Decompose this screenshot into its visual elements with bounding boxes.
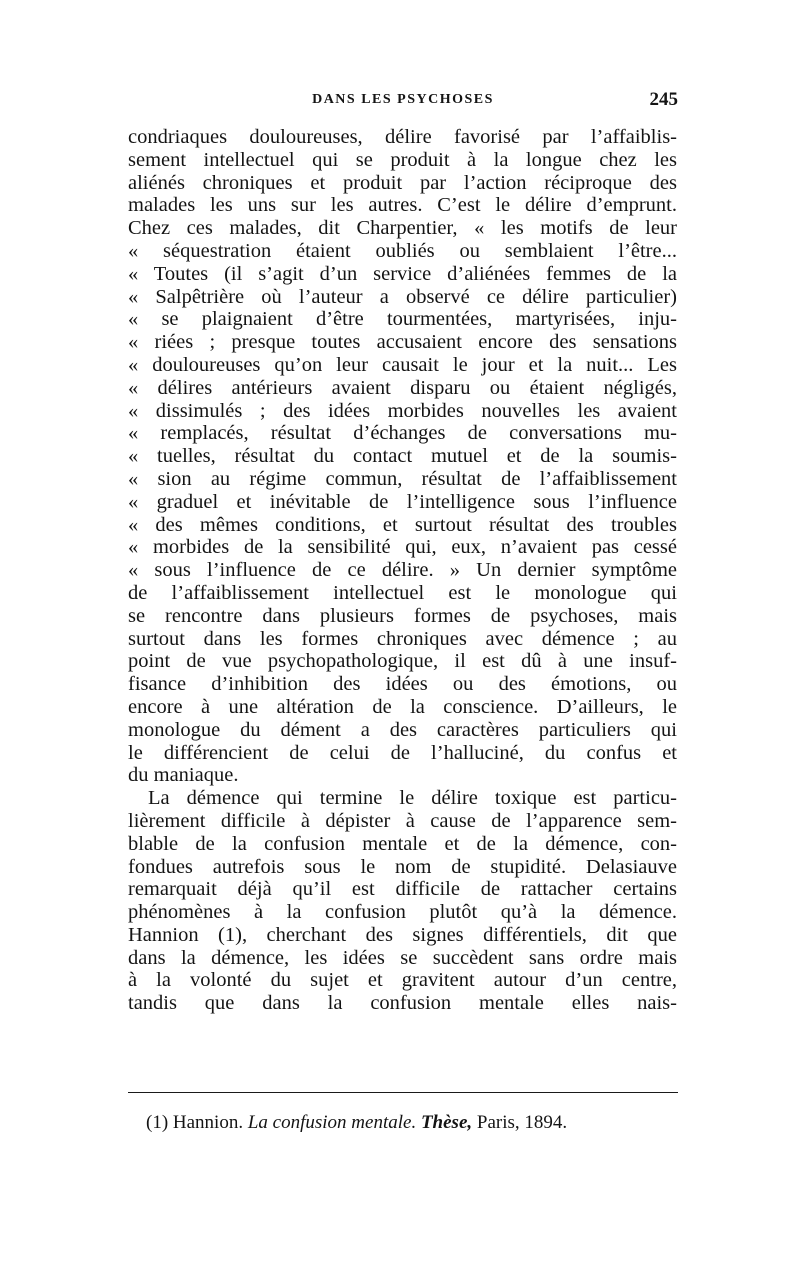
text-line: lièrement difficile à dépister à cause de l’apparence sem- bbox=[128, 809, 677, 832]
text-line: « séquestration étaient oubliés ou semblaient l’être... bbox=[128, 239, 677, 262]
text-line: surtout dans les formes chroniques avec démence ; au bbox=[128, 627, 677, 650]
footnote bbox=[146, 1112, 567, 1134]
footnote-place-date: Paris, 1894. bbox=[476, 1112, 568, 1133]
footnote-title: La confusion mentale. bbox=[247, 1112, 417, 1133]
text-line: encore à une altération de la conscience. D’ailleurs, le bbox=[128, 695, 677, 718]
text-line: fondues autrefois sous le nom de stupidité. Delasiauve bbox=[128, 855, 677, 878]
text-line: « dissimulés ; des idées morbides nouvelles les avaient bbox=[128, 399, 677, 422]
text-line: dans la démence, les idées se succèdent sans ordre mais bbox=[128, 946, 677, 969]
text-line: « Toutes (il s’agit d’un service d’aliénées femmes de la bbox=[128, 262, 677, 285]
text-line: sement intellectuel qui se produit à la longue chez les bbox=[128, 148, 677, 171]
page-number: 245 bbox=[649, 89, 678, 110]
text-line: « des mêmes conditions, et surtout résultat des troubles bbox=[128, 513, 677, 536]
text-line: malades les uns sur les autres. C’est le délire d’emprunt. bbox=[128, 194, 677, 217]
text-line: « Salpêtrière où l’auteur a observé ce délire particulier) bbox=[128, 285, 677, 308]
text-line: à la volonté du sujet et gravitent autour d’un centre, bbox=[128, 969, 677, 992]
text-line: « remplacés, résultat d’échanges de conversations mu- bbox=[128, 422, 677, 445]
body-text bbox=[128, 126, 677, 1015]
text-line: le différencient de celui de l’halluciné, du confus et bbox=[128, 741, 677, 764]
text-line: remarquait déjà qu’il est difficile de rattacher certains bbox=[128, 878, 677, 901]
text-line: « douloureuses qu’on leur causait le jour et la nuit... Les bbox=[128, 353, 677, 376]
footnote-kind: Thèse, bbox=[420, 1112, 473, 1133]
text-line: Hannion (1), cherchant des signes différentiels, dit que bbox=[128, 923, 677, 946]
text-line: de l’affaiblissement intellectuel est le monologue qui bbox=[128, 581, 677, 604]
text-line: aliénés chroniques et produit par l’action réciproque des bbox=[128, 171, 677, 194]
running-head: DANS LES PSYCHOSES bbox=[312, 92, 494, 107]
footnote-marker: (1) Hannion. bbox=[146, 1112, 244, 1133]
text-line: se rencontre dans plusieurs formes de psychoses, mais bbox=[128, 604, 677, 627]
text-line: du maniaque. bbox=[128, 764, 239, 787]
footnote-rule bbox=[128, 1092, 678, 1093]
text-line: « sion au régime commun, résultat de l’affaiblissement bbox=[128, 467, 677, 490]
text-line: « morbides de la sensibilité qui, eux, n’avaient pas cessé bbox=[128, 536, 677, 559]
text-line: Chez ces malades, dit Charpentier, « les motifs de leur bbox=[128, 217, 677, 240]
text-line: « tuelles, résultat du contact mutuel et de la soumis- bbox=[128, 445, 677, 468]
text-line: « délires antérieurs avaient disparu ou étaient négligés, bbox=[128, 376, 677, 399]
text-line: fisance d’inhibition des idées ou des émotions, ou bbox=[128, 673, 677, 696]
text-line: « riées ; presque toutes accusaient encore des sensations bbox=[128, 331, 677, 354]
text-line: blable de la confusion mentale et de la démence, con- bbox=[128, 832, 677, 855]
text-line: « sous l’influence de ce délire. » Un dernier symptôme bbox=[128, 559, 677, 582]
text-line: La démence qui termine le délire toxique est particu- bbox=[148, 787, 677, 810]
text-line: monologue du dément a des caractères particuliers qui bbox=[128, 718, 677, 741]
text-line: « se plaignaient d’être tourmentées, martyrisées, inju- bbox=[128, 308, 677, 331]
text-line: point de vue psychopathologique, il est dû à une insuf- bbox=[128, 650, 677, 673]
text-line: tandis que dans la confusion mentale elles nais- bbox=[128, 992, 677, 1015]
page-header bbox=[128, 89, 678, 112]
text-line: condriaques douloureuses, délire favorisé par l’affaiblis- bbox=[128, 126, 677, 148]
text-line: « graduel et inévitable de l’intelligence sous l’influence bbox=[128, 490, 677, 513]
text-line: phénomènes à la confusion plutôt qu’à la démence. bbox=[128, 901, 677, 924]
